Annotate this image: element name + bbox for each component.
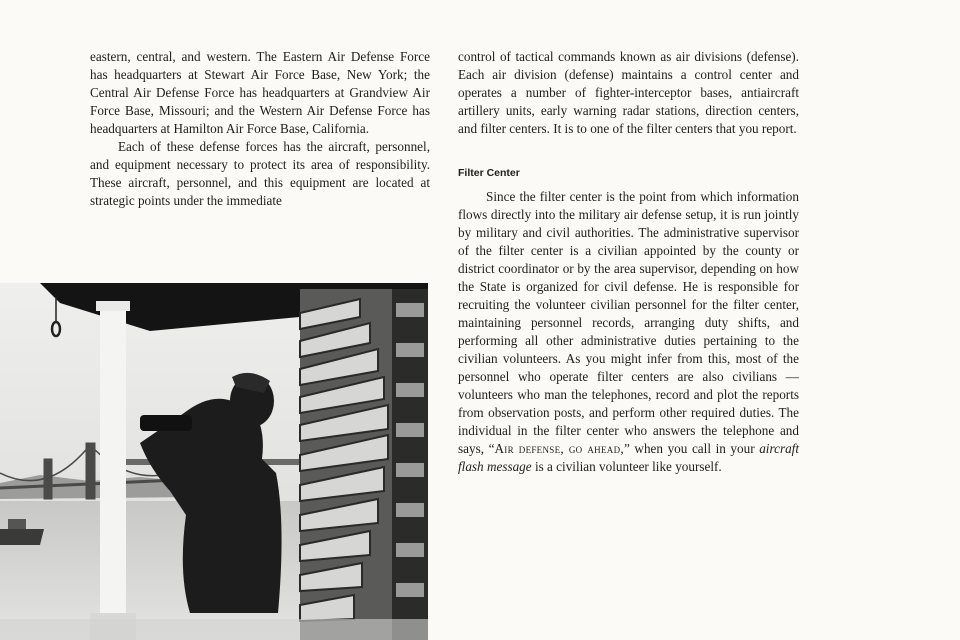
left-text-column [90, 48, 430, 210]
air-defense-phrase: Air defense, go ahead, [494, 441, 624, 456]
right-text-column [458, 48, 799, 476]
para2-text-2: ” when you call in your [623, 441, 760, 456]
left-paragraph-1: eastern, central, and western. The Eastern Air Defense Force has headquarters at Stewart Air Force Base, New York; the Central Air Defense Force has headquarters at Grandview Air Force Base, Missouri; and the Western Air Defense Force has headquarters at Hamilton Air Force Base, California. [90, 49, 430, 136]
left-paragraph-2: Each of these defense forces has the aircraft, personnel, and equipment necessary to protect its area of responsibility. These aircraft, personnel, and this equipment are located at strategic points under the immediate [90, 139, 430, 208]
white-column [100, 307, 126, 640]
section-heading: Filter Center [458, 167, 520, 179]
para2-text-3: is a civilian volunteer like yourself. [531, 459, 722, 474]
fresnel-lens [300, 289, 428, 640]
binoculars-icon [140, 415, 192, 431]
right-paragraph-1: control of tactical commands known as air divisions (defense). Each air division (defense) maintains a control center and operates a number of fighter-interceptor bases, antiaircraft artillery units, early warning radar stations, direction centers, and filter centers. It is to one of the filter centers that you report. [458, 49, 799, 136]
photograph [0, 283, 428, 640]
para2-text-1: Since the filter center is the point from which information flows directly into the military air defense setup, it is run jointly by military and civil authorities. The administrative supervisor of the filter center is a civilian appointed by the county or district coordinator or by the area supervisor, depending on how the State is organized for civil defense. He is responsible for recruiting the volunteer civilian personnel for the filter center, maintaining personnel records, arranging duty shifts, and performing all other administrative duties pertaining to the civilian volunteers. As you might infer from this, most of the personnel who operate filter centers are also civilians — volunteers who man the telephones, record and plot the reports from observation posts, and perform other required duties. The individual in the filter center who answers the telephone and says, “ [458, 189, 799, 456]
right-paragraph-2 [458, 188, 799, 476]
lighthouse-photo-illustration [0, 283, 428, 640]
boat [0, 529, 44, 545]
flash-message-term: aircraft flash message [458, 441, 799, 474]
